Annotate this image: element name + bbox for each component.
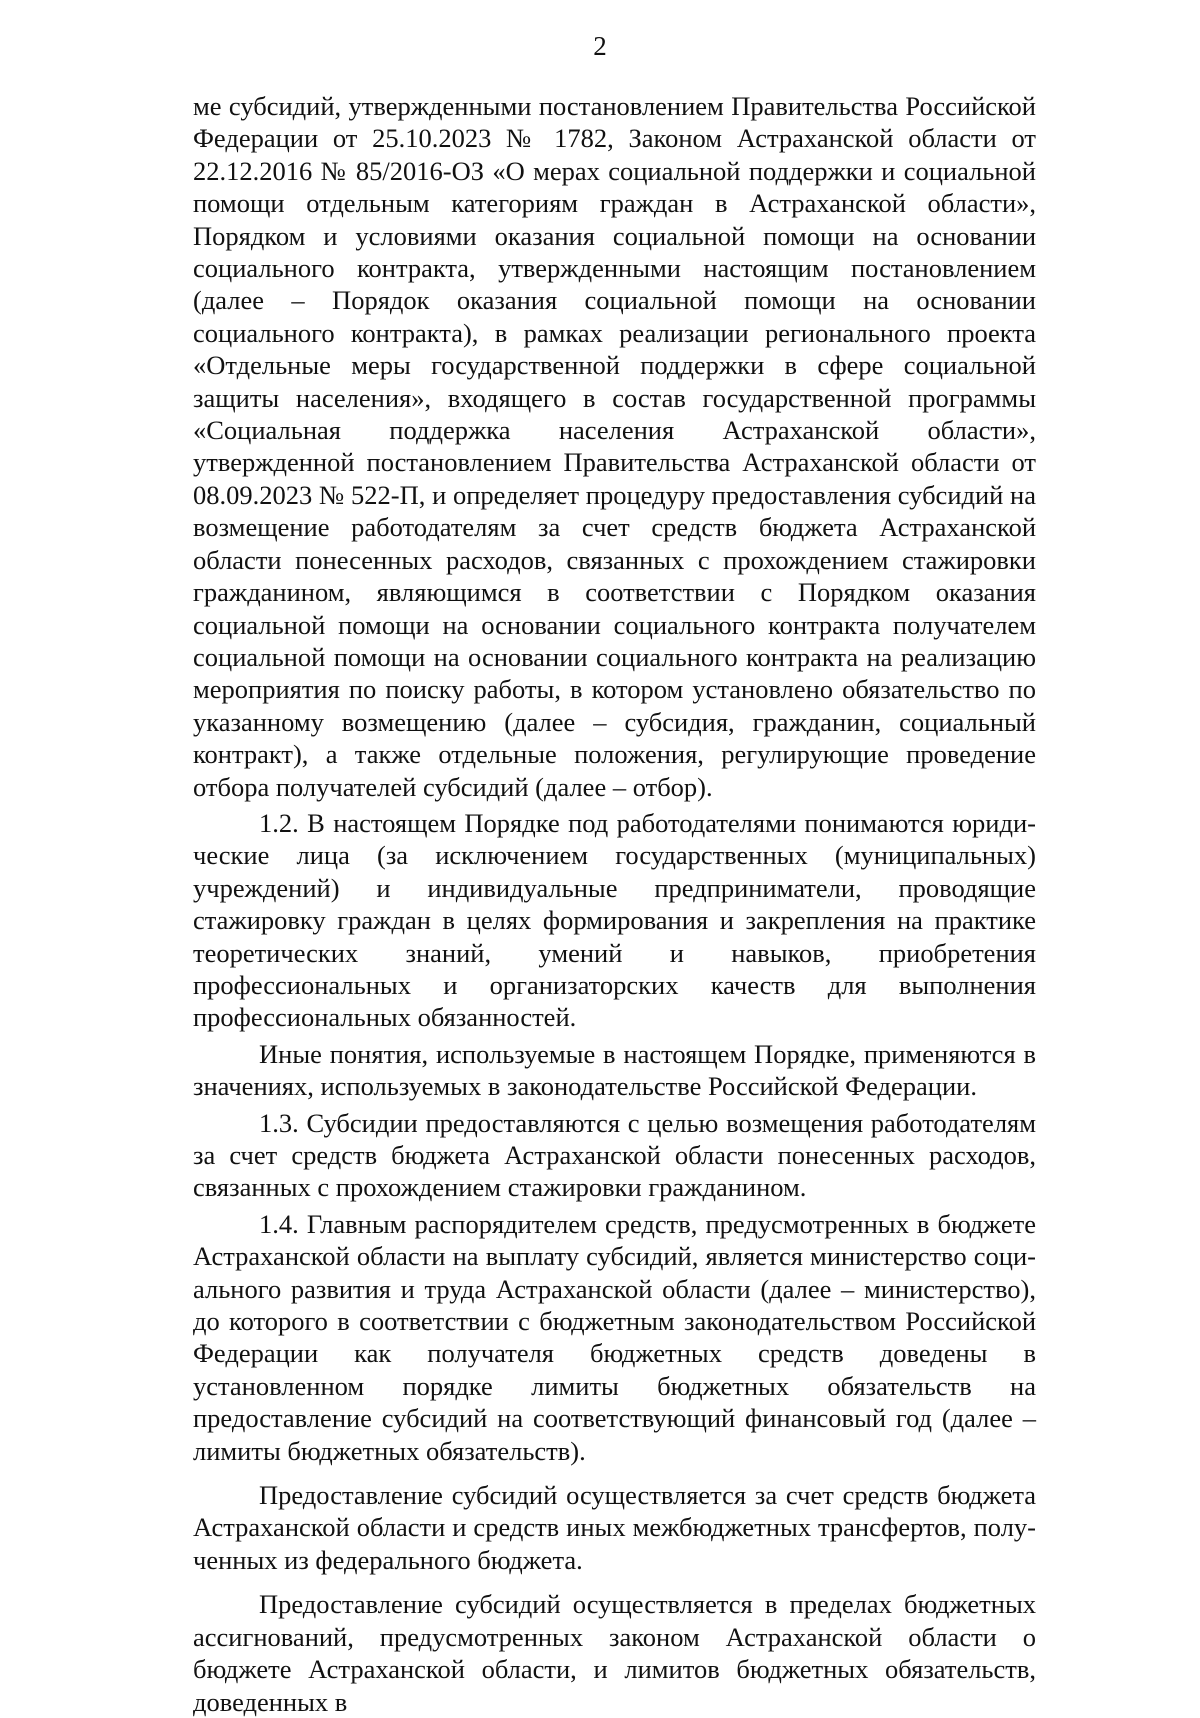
document-body	[193, 90, 1036, 1718]
paragraph-1-2: 1.2. В настоящем Порядке под работодателями понимаются юридические лица (за исключением государственных (муниципальных) учреждений) и индивидуальные предприниматели, проводящие стажировку граждан в целях формирования и закрепления на практике теоретических знаний, умений и навыков, приобретения профессиональных и организаторских качеств для выполнения профессиональных обязанностей.	[193, 807, 1036, 1033]
paragraph-budget-limits: Предоставление субсидий осуществляется в пределах бюджетных ассигнований, предусмотренных законом Астраханской области о бюджете Астраханской области, и лимитов бюджетных обязательств, доведенных в	[193, 1589, 1036, 1717]
paragraph-continuation: ме субсидий, утвержденными постановлением Правительства Российской Федерации от 25.10.2023 № 1782, Законом Астраханской области от 22.12.2016 № 85/2016-ОЗ «О мерах социальной поддержки и социальной помощи отдельным категориям граждан в Астраханской области», Порядком и условиями оказания социальной помощи на основании социального контракта, утвержденными настоящим постановлением (далее – Порядок оказания социальной помощи на основании социального контракта), в рамках реализации регионального проекта «Отдельные меры государственной поддержки в сфере социальной защиты населения», входящего в состав государственной программы «Социальная поддержка населения Астраханской области», утвержденной постановлением Правительства Астраханской области от 08.09.2023 № 522-П, и определяет процедуру предоставления субсидий на возмещение работодателям за счет средств бюджета Астраханской области понесенных расходов, связанных с прохождением стажировки гражданином, являющимся в соответствии с Порядком оказания социальной помощи на основании социального контракта получателем социальной помощи на основании социального контракта на реализацию мероприятия по поиску работы, в котором установлено обязательство по указанному возмещению (далее – субсидия, гражданин, социальный контракт), а также отдельные положения, регулирующие проведение отбора получателей субсидий (далее – отбор).	[193, 91, 1036, 802]
page-number: 2	[593, 31, 607, 61]
paragraph-funding-sources: Предоставление субсидий осуществляется за счет средств бюджета Астраханской области и средств иных межбюджетных трансфертов, полученных из федерального бюджета.	[193, 1480, 1036, 1575]
paragraph-1-3: 1.3. Субсидии предоставляются с целью возмещения работодателям за счет средств бюджета Астраханской области понесенных расходов, связанных с прохождением стажировки гражданином.	[193, 1107, 1036, 1203]
paragraph-1-4: 1.4. Главным распорядителем средств, предусмотренных в бюджете Астраханской области на выплату субсидий, является министерство социального развития и труда Астраханской области (далее – министерство), до которого в соответствии с бюджетным законодательством Российской Федерации как получателя бюджетных средств доведены в установленном порядке лимиты бюджетных обязательств на предоставление субсидий на соответствующий финансовый год (далее – лимиты бюджетных обязательств).	[193, 1208, 1036, 1466]
paragraph-definitions: Иные понятия, используемые в настоящем Порядке, применяются в значениях, используемых в законодательстве Российской Федерации.	[193, 1038, 1036, 1102]
